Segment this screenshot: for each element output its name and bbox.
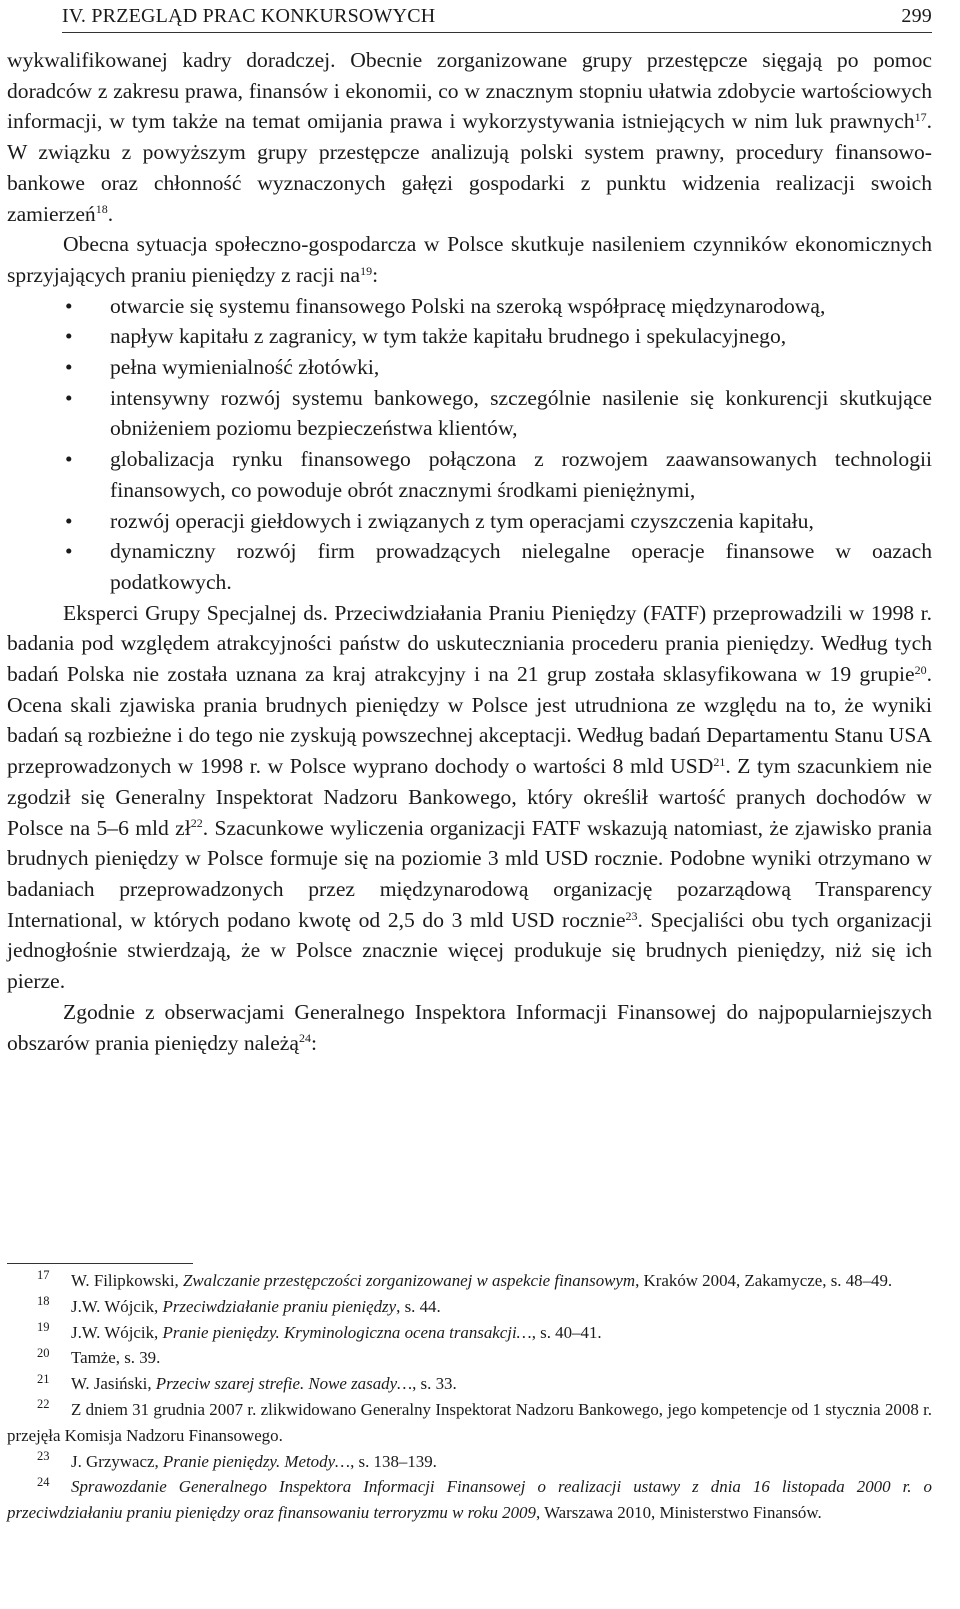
list-item: [7, 291, 932, 322]
footnote-text: , Kraków 2004, Zakamycze, s. 48–49.: [635, 1271, 893, 1290]
footnote-text: , Warszawa 2010, Ministerstwo Finansów.: [535, 1503, 822, 1523]
footnote-text: J.W. Wójcik,: [71, 1296, 163, 1316]
footnote-text: W. Jasiński,: [71, 1374, 156, 1394]
footnote: 24 Sprawozdanie Generalnego Inspektora Informacji Finansowej o realizacji ustawy z dnia 16 listopada 2000 r. o przeciwdziałaniu praniu pieniędzy oraz finansowaniu terroryzmu w roku 2009, Warszawa 2010, Ministerstwo Finansów.: [7, 1474, 932, 1523]
text-run: Eksperci Grupy Specjalnej ds. Przeciwdziałania Praniu Pieniędzy (FATF) przeprowadzili w 1998 r. badania pod względem atrakcyjności państw do uskuteczniania procederu prania pieniędzy. Według tych badań Polska nie została uznana za kraj atrakcyjny i na 21 grup została sklasyfikowana w 19 grupie: [7, 600, 932, 687]
bullet-list: [7, 291, 932, 598]
footnote-text: J. Grzywacz,: [71, 1451, 163, 1471]
footnote-text: Z dniem 31 grudnia 2007 r. zlikwidowano Generalny Inspektorat Nadzoru Bankowego, jego kompetencje od 1 stycznia 2008 r. przejęła Komisja Nadzoru Finansowego.: [7, 1399, 932, 1445]
footnote-ref[interactable]: 18: [95, 202, 108, 217]
list-item-text: pełna wymienialność złotówki,: [110, 355, 380, 380]
text-run: wykwalifikowanej kadry doradczej. Obecnie zorganizowane grupy przestępcze sięgają po pomoc doradców z zakresu prawa, finansów i ekonomii, co w znacznym stopniu ułatwia zdobycie wartościowych informacji, w tym także na temat omijania prawa i wykorzystywania istniejących w nim luk prawnych: [7, 48, 932, 134]
footnote-text: , s. 138–139.: [350, 1451, 437, 1471]
footnote-ref[interactable]: 20: [914, 662, 927, 677]
bullet-icon: •: [65, 324, 73, 349]
footnote: 17 W. Filipkowski, Zwalczanie przestępczości zorganizowanej w aspekcie finansowym, Kraków 2004, Zakamycze, s. 48–49.: [37, 1268, 893, 1290]
list-item-text: otwarcie się systemu finansowego Polski na szeroką współpracę międzynarodową,: [110, 293, 826, 318]
text-run: . Specjaliści obu tych organizacji jednogłośnie stwierdzają, że w Polsce znacznie więcej produkuje się brudnych pieniędzy, niż się ich pierze.: [7, 907, 932, 994]
list-item-text: rozwój operacji giełdowych i związanych z tym operacjami czyszczenia kapitału,: [110, 508, 814, 533]
footnote-ref[interactable]: 23: [625, 908, 638, 923]
page-number: 299: [901, 5, 932, 27]
paragraph-4: [7, 997, 932, 1058]
text-run: . W związku z powyższym grupy przestępcze analizują polski system prawny, procedury finansowo-bankowe oraz chłonność wyznaczonych gałęzi gospodarki z punktu widzenia realizacji swoich zamierzeń: [7, 109, 932, 226]
footnote-text: , s. 33.: [412, 1374, 457, 1394]
footnote: 23 J. Grzywacz, Pranie pieniędzy. Metody…, s. 138–139.: [37, 1448, 437, 1471]
bullet-icon: •: [65, 385, 73, 410]
text-run: Zgodnie z obserwacjami Generalnego Inspektora Informacji Finansowej do najpopularniejszych obszarów prania pieniędzy należą: [7, 999, 932, 1055]
paragraph-2: [7, 229, 932, 290]
footnote-text: W. Filipkowski,: [71, 1271, 183, 1290]
footnote-title: Pranie pieniędzy. Metody…: [162, 1451, 351, 1471]
main-text: [7, 45, 932, 1058]
running-title: IV. PRZEGLĄD PRAC KONKURSOWYCH: [62, 5, 436, 27]
text-run: . Szacunkowe wyliczenia organizacji FATF wskazują natomiast, że zjawisko prania brudnych pieniędzy w Polsce formuje się na poziomie 3 mld USD rocznie. Podobne wyniki otrzymano w badaniach przeprowadzonych przez międzynarodową organizację pozarządową Transparency International, w których podano kwotę od 2,5 do 3 mld USD rocznie: [7, 815, 932, 932]
text-run: :: [372, 262, 379, 287]
footnote: 19 J.W. Wójcik, Pranie pieniędzy. Kryminologiczna ocena transakcji…, s. 40–41.: [37, 1319, 602, 1342]
header-rule: [62, 32, 932, 33]
list-item-text: globalizacja rynku finansowego połączona z rozwojem zaawansowanych technologii finansowych, co powoduje obrót znacznymi środkami pieniężnymi,: [110, 447, 932, 502]
footnote-text: J.W. Wójcik,: [71, 1322, 163, 1342]
footnote-title: Przeciwdziałanie praniu pieniędzy: [162, 1296, 397, 1316]
footnote-text: Tamże, s. 39.: [71, 1348, 161, 1368]
text-run: .: [107, 201, 114, 226]
bullet-icon: •: [65, 539, 73, 564]
text-run: . Z tym szacunkiem nie zgodził się Generalny Inspektorat Nadzoru Bankowego, który określił wartość pranych dochodów w Polsce na 5–6 mld zł: [7, 754, 932, 840]
footnote: 20 Tamże, s. 39.: [37, 1345, 161, 1368]
list-item: [7, 506, 932, 537]
paragraph-1: [7, 45, 932, 229]
bullet-icon: •: [65, 508, 73, 533]
footnote-title: Zwalczanie przestępczości zorganizowanej w aspekcie finansowym: [183, 1271, 636, 1290]
list-item: [7, 536, 932, 597]
bullet-icon: •: [65, 293, 73, 318]
footnote-separator: [7, 1263, 193, 1264]
paragraph-3: [7, 598, 932, 997]
footnote-title: Przeciw szarej strefie. Nowe zasady…: [155, 1374, 413, 1394]
list-item: [7, 444, 932, 505]
bullet-icon: •: [65, 355, 73, 380]
list-item-text: napływ kapitału z zagranicy, w tym także kapitału brudnego i spekulacyjnego,: [110, 324, 787, 349]
list-item: [7, 352, 932, 383]
list-item-text: dynamiczny rozwój firm prowadzących nielegalne operacje finansowe w oazach podatkowych.: [110, 539, 932, 594]
footnote: 21 W. Jasiński, Przeciw szarej strefie. Nowe zasady…, s. 33.: [37, 1371, 457, 1394]
running-header: [62, 2, 932, 28]
footnote-text: , s. 40–41.: [531, 1322, 602, 1342]
bullet-icon: •: [65, 447, 73, 472]
footnotes: [7, 1268, 932, 1526]
footnote: 22 Z dniem 31 grudnia 2007 r. zlikwidowano Generalny Inspektorat Nadzoru Bankowego, jego kompetencje od 1 stycznia 2008 r. przejęła Komisja Nadzoru Finansowego.: [7, 1397, 932, 1445]
text-run: :: [310, 1030, 317, 1055]
footnote-ref[interactable]: 21: [713, 754, 726, 769]
footnote-text: , s. 44.: [396, 1296, 441, 1316]
footnote-ref[interactable]: 24: [298, 1031, 311, 1046]
footnote-ref[interactable]: 19: [360, 263, 373, 278]
text-run: . Ocena skali zjawiska prania brudnych pieniędzy w Polsce jest utrudniona ze względu na to, że wyniki badań są rozbieżne i do tego nie zyskują powszechnej akceptacji. Według badań Departamentu Stanu USA przeprowadzonych w 1998 r. w Polsce wyprano dochody o wartości 8 mld USD: [7, 662, 932, 779]
footnote-title: Pranie pieniędzy. Kryminologiczna ocena transakcji…: [162, 1322, 532, 1342]
list-item-text: intensywny rozwój systemu bankowego, szczególnie nasilenie się konkurencji skutkujące obniżeniem poziomu bezpieczeństwa klientów,: [110, 385, 932, 441]
list-item: [7, 383, 932, 444]
footnote: 18 J.W. Wójcik, Przeciwdziałanie praniu pieniędzy, s. 44.: [37, 1294, 441, 1316]
footnote-ref[interactable]: 22: [190, 816, 203, 831]
footnote-title: Sprawozdanie Generalnego Inspektora Informacji Finansowej o realizacji ustawy z dnia 16 listopada 2000 r. o przeciwdziałaniu praniu pieniędzy oraz finansowaniu terroryzmu w roku 2009: [7, 1477, 932, 1523]
text-run: Obecna sytuacja społeczno-gospodarcza w Polsce skutkuje nasileniem czynników ekonomicznych sprzyjających praniu pieniędzy z racji na: [7, 232, 932, 287]
footnote-ref[interactable]: 17: [914, 110, 927, 125]
list-item: [7, 321, 932, 352]
